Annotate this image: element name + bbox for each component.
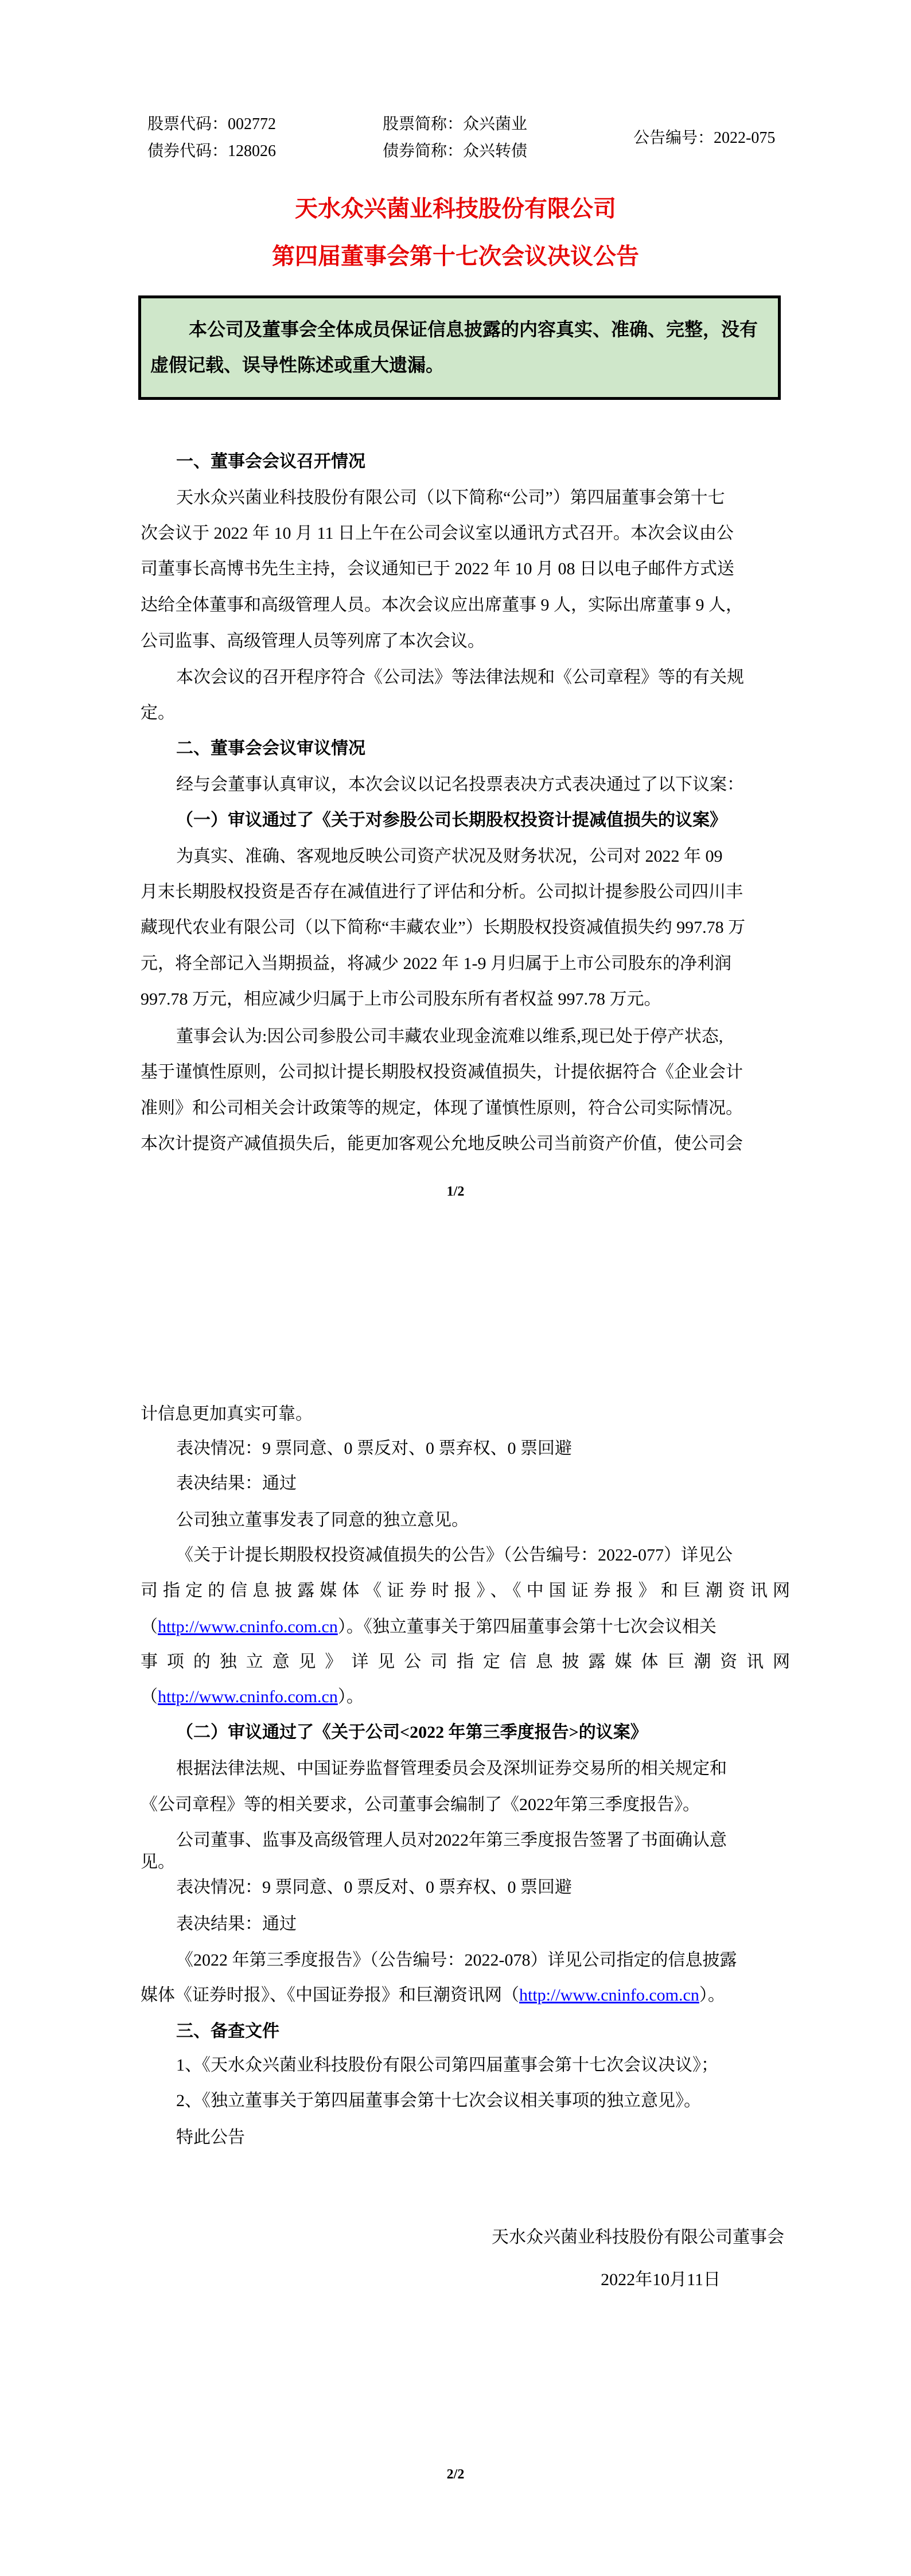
body-line: 本次计提资产减值损失后，能更加客观公允地反映公司当前资产价值，使公司会 — [141, 1134, 743, 1153]
body-line: 计信息更加真实可靠。 — [141, 1404, 313, 1423]
cninfo-link[interactable]: http://www.cninfo.com.cn — [158, 1617, 338, 1636]
body-line: 藏现代农业有限公司（以下简称“丰藏农业”）长期股权投资减值损失约 997.78 万 — [141, 918, 746, 937]
body-line: 准则》和公司相关会计政策等的规定，体现了谨慎性原则，符合公司实际情况。 — [141, 1099, 743, 1118]
body-line: 根据法律法规、中国证券监督管理委员会及深圳证券交易所的相关规定和 — [176, 1759, 727, 1778]
disclaimer-line: 本公司及董事会全体成员保证信息披露的内容真实、准确、完整，没有 — [189, 319, 758, 340]
page-subtitle: 第四届董事会第十七次会议决议公告 — [272, 243, 639, 269]
body-text: ）。 — [699, 1986, 725, 2005]
header-announcement-no: 公告编号：2022-075 — [633, 129, 776, 147]
body-line — [141, 1986, 725, 2005]
body-line: 《关于计提长期股权投资减值损失的公告》（公告编号：2022-077）详见公 — [176, 1546, 733, 1565]
body-line: 司董事长高博书先生主持，会议通知已于 2022 年 10 月 08 日以电子邮件方式送 — [141, 559, 734, 578]
closing-line: 特此公告 — [176, 2128, 245, 2147]
date-line: 2022年10月11日 — [601, 2270, 721, 2289]
body-line: 基于谨慎性原则，公司拟计提长期股权投资减值损失，计提依据符合《企业会计 — [141, 1063, 743, 1081]
body-line: 董事会认为:因公司参股公司丰藏农业现金流难以维系,现已处于停产状态, — [176, 1027, 723, 1046]
section-2-heading: 二、董事会会议审议情况 — [176, 739, 365, 758]
disclaimer-box — [138, 295, 781, 400]
body-line: 公司监事、高级管理人员等列席了本次会议。 — [141, 632, 485, 651]
body-line: 月末长期股权投资是否存在减值进行了评估和分析。公司拟计提参股公司四川丰 — [141, 882, 743, 901]
body-text: ）。《独立董事关于第四届董事会第十七次会议相关 — [337, 1617, 717, 1636]
body-line: 见。 — [141, 1853, 175, 1871]
body-text: （ — [141, 1687, 158, 1706]
vote-result-line: 表决结果：通过 — [176, 1915, 297, 1933]
reference-doc-line: 2、《独立董事关于第四届董事会第十七次会议相关事项的独立意见》。 — [176, 2091, 701, 2110]
body-line — [141, 1617, 717, 1637]
body-line: 为真实、准确、客观地反映公司资产状况及财务状况，公司对 2022 年 09 — [176, 847, 723, 866]
body-line: 天水众兴菌业科技股份有限公司（以下简称“公司”）第四届董事会第十七 — [176, 488, 725, 507]
vote-status-line: 表决情况：9 票同意、0 票反对、0 票弃权、0 票回避 — [176, 1878, 572, 1897]
page-title: 天水众兴菌业科技股份有限公司 — [295, 196, 616, 221]
body-line: 司指定的信息披露媒体《证券时报》、《中国证券报》和巨潮资讯网 — [141, 1581, 790, 1600]
section-1-heading: 一、董事会会议召开情况 — [176, 452, 365, 471]
header-stock-code: 股票代码：002772 — [147, 115, 277, 133]
body-text: 媒体《证券时报》、《中国证券报》和巨潮资讯网（ — [141, 1986, 519, 2005]
page-number-1: 1/2 — [446, 1184, 465, 1199]
body-line: 达给全体董事和高级管理人员。本次会议应出席董事 9 人，实际出席董事 9 人， — [141, 596, 743, 614]
body-line: 《公司章程》等的相关要求，公司董事会编制了《2022年第三季度报告》。 — [141, 1795, 700, 1814]
vote-status-line: 表决情况：9 票同意、0 票反对、0 票弃权、0 票回避 — [176, 1439, 572, 1458]
body-text: ）。 — [337, 1687, 364, 1706]
body-line — [141, 1687, 364, 1707]
body-line: 997.78 万元，相应减少归属于上市公司股东所有者权益 997.78 万元。 — [141, 990, 661, 1009]
proposal-1-heading: （一）审议通过了《关于对参股公司长期股权投资计提减值损失的议案》 — [176, 811, 727, 830]
body-line: 经与会董事认真审议，本次会议以记名投票表决方式表决通过了以下议案： — [176, 775, 744, 794]
body-line: 公司独立董事发表了同意的独立意见。 — [176, 1511, 469, 1530]
signature-line: 天水众兴菌业科技股份有限公司董事会 — [492, 2228, 784, 2247]
body-line: 本次会议的召开程序符合《公司法》等法律法规和《公司章程》等的有关规 — [176, 668, 744, 687]
reference-doc-line: 1、《天水众兴菌业科技股份有限公司第四届董事会第十七次会议决议》； — [176, 2056, 718, 2075]
body-line: 元，将全部记入当期损益，将减少 2022 年 1-9 月归属于上市公司股东的净利润 — [141, 954, 731, 973]
body-line: 事项的独立意见》详见公司指定信息披露媒体巨潮资讯网 — [141, 1652, 790, 1671]
body-line: 《2022 年第三季度报告》（公告编号：2022-078）详见公司指定的信息披露 — [176, 1951, 737, 1970]
section-3-heading: 三、备查文件 — [176, 2022, 279, 2041]
vote-result-line: 表决结果：通过 — [176, 1474, 297, 1493]
proposal-2-heading: （二）审议通过了《关于公司<2022 年第三季度报告>的议案》 — [176, 1723, 648, 1742]
body-line: 次会议于 2022 年 10 月 11 日上午在公司会议室以通讯方式召开。本次会议由公 — [141, 524, 734, 543]
body-line: 定。 — [141, 703, 175, 722]
cninfo-link[interactable]: http://www.cninfo.com.cn — [519, 1986, 699, 2005]
header-stock-abbr: 股票简称：众兴菌业 — [383, 115, 528, 133]
header-bond-abbr: 债券简称：众兴转债 — [383, 142, 528, 160]
header-bond-code: 债券代码：128026 — [147, 142, 277, 160]
cninfo-link[interactable]: http://www.cninfo.com.cn — [158, 1687, 338, 1706]
disclaimer-line: 虚假记载、误导性陈述或重大遗漏。 — [150, 355, 445, 375]
body-text: （ — [141, 1617, 158, 1636]
page-number-2: 2/2 — [446, 2467, 465, 2482]
body-line: 公司董事、监事及高级管理人员对2022年第三季度报告签署了书面确认意 — [176, 1831, 727, 1850]
